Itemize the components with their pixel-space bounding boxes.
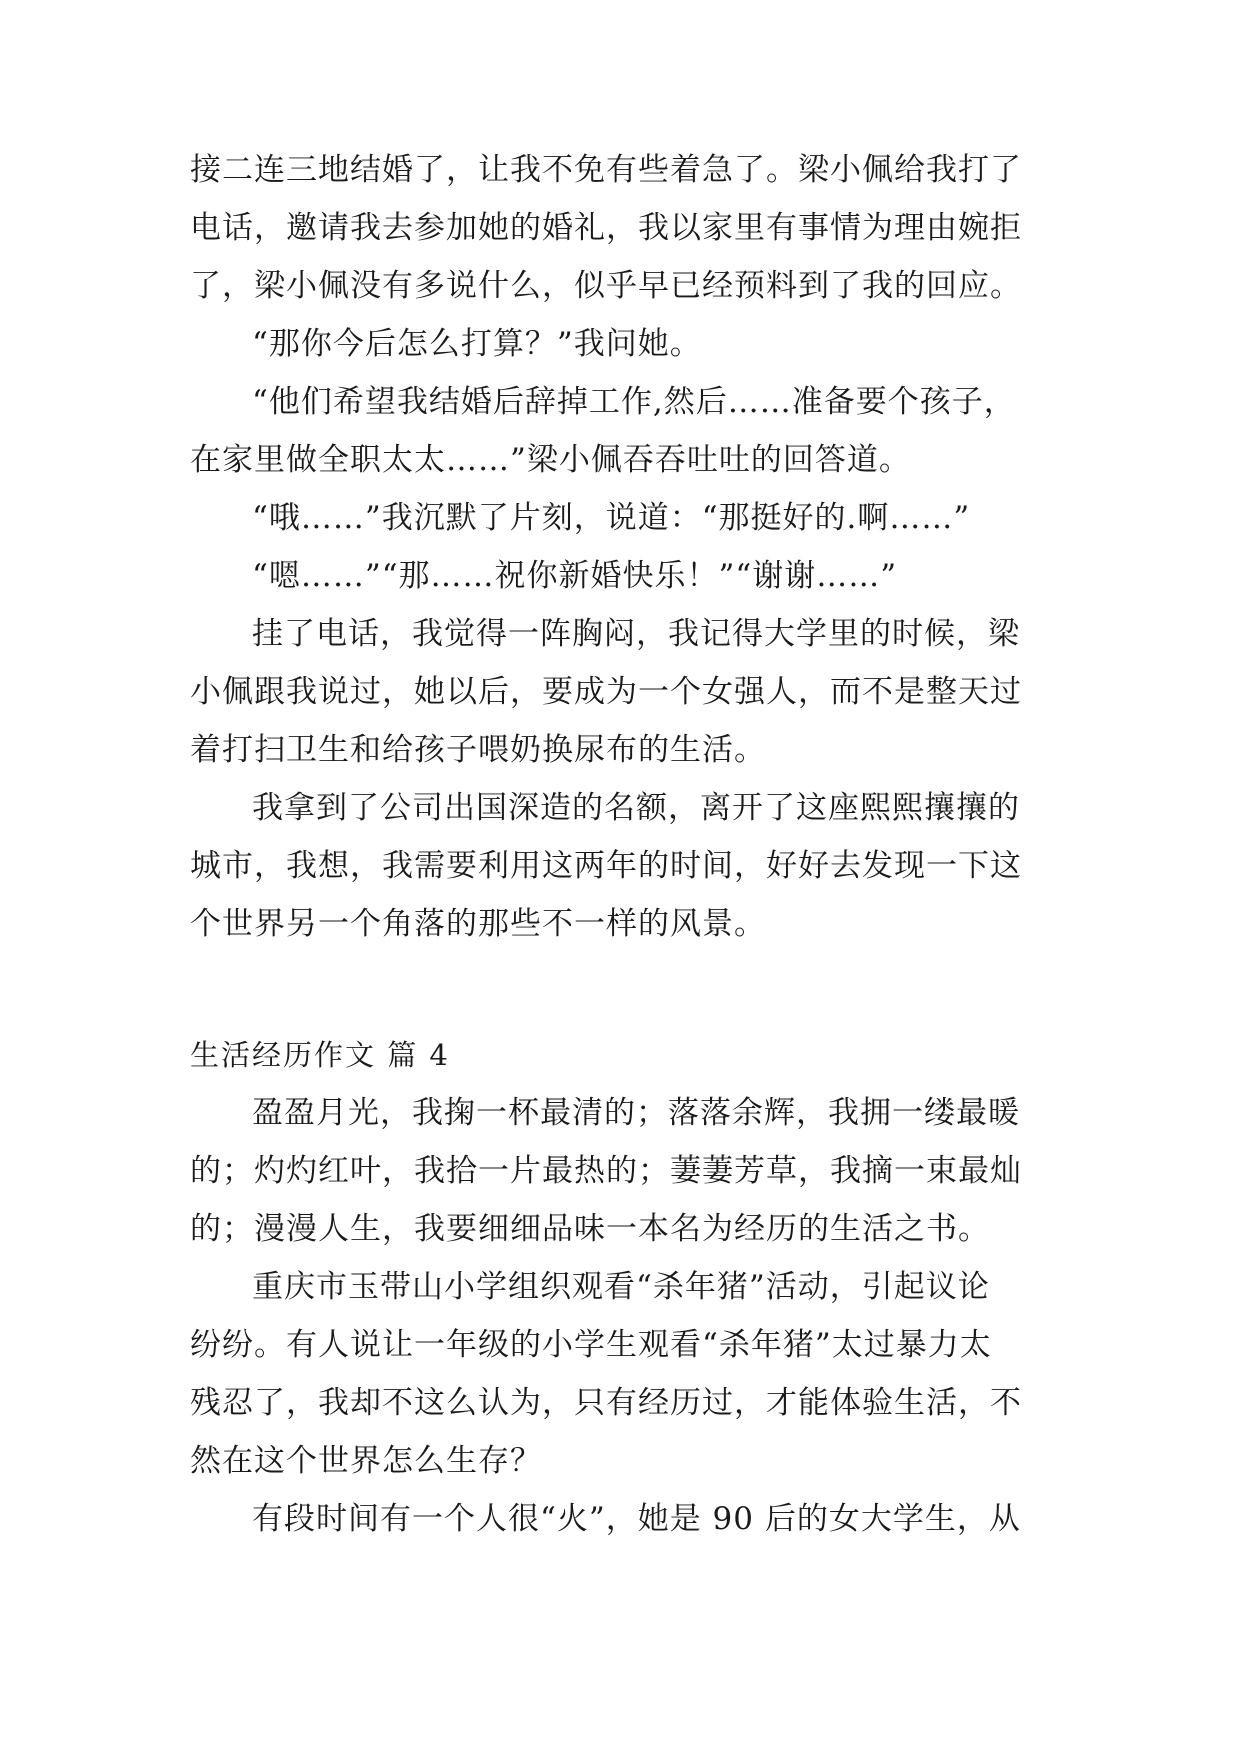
section-heading: 生活经历作文 篇 4 [190,1038,450,1072]
text-line: 残忍了，我却不这么认为，只有经历过，才能体验生活，不 [190,1385,1022,1421]
text-line: 着打扫卫生和给孩子喂奶换尿布的生活。 [190,732,766,768]
text-line: 了，梁小佩没有多说什么，似乎早已经预料到了我的回应。 [190,268,1022,304]
text-line: 我拿到了公司出国深造的名额，离开了这座熙熙攘攘的 [252,790,1020,826]
text-line: 接二连三地结婚了，让我不免有些着急了。梁小佩给我打了 [190,152,1022,188]
text-line: 有段时间有一个人很“火”，她是 90 后的女大学生，从 [252,1501,1021,1537]
text-line: 纷纷。有人说让一年级的小学生观看“杀年猪”太过暴力太 [190,1327,992,1363]
text-line: 的；漫漫人生，我要细细品味一本名为经历的生活之书。 [190,1211,990,1247]
text-line: 城市，我想，我需要利用这两年的时间，好好去发现一下这 [190,848,1022,884]
text-line: 电话，邀请我去参加她的婚礼，我以家里有事情为理由婉拒 [190,210,1022,246]
text-line: “嗯……”“那……祝你新婚快乐！”“谢谢……” [252,558,898,594]
text-line: “他们希望我结婚后辞掉工作,然后……准备要个孩子， [252,384,1016,420]
text-line: 个世界另一个角落的那些不一样的风景。 [190,906,766,942]
text-line: “哦……”我沉默了片刻，说道：“那挺好的.啊……” [252,500,971,536]
text-line: 挂了电话，我觉得一阵胸闷，我记得大学里的时候，梁 [252,616,1020,652]
text-line: 盈盈月光，我掬一杯最清的；落落余辉，我拥一缕最暖 [252,1095,1020,1131]
text-line: “那你今后怎么打算？”我问她。 [252,326,702,362]
text-line: 小佩跟我说过，她以后，要成为一个女强人，而不是整天过 [190,674,1022,710]
text-line: 然在这个世界怎么生存？ [190,1443,542,1479]
text-line: 在家里做全职太太……”梁小佩吞吞吐吐的回答道。 [190,442,911,478]
text-line: 的；灼灼红叶，我拾一片最热的；萋萋芳草，我摘一束最灿 [190,1153,1022,1189]
text-line: 重庆市玉带山小学组织观看“杀年猪”活动，引起议论 [252,1269,990,1305]
